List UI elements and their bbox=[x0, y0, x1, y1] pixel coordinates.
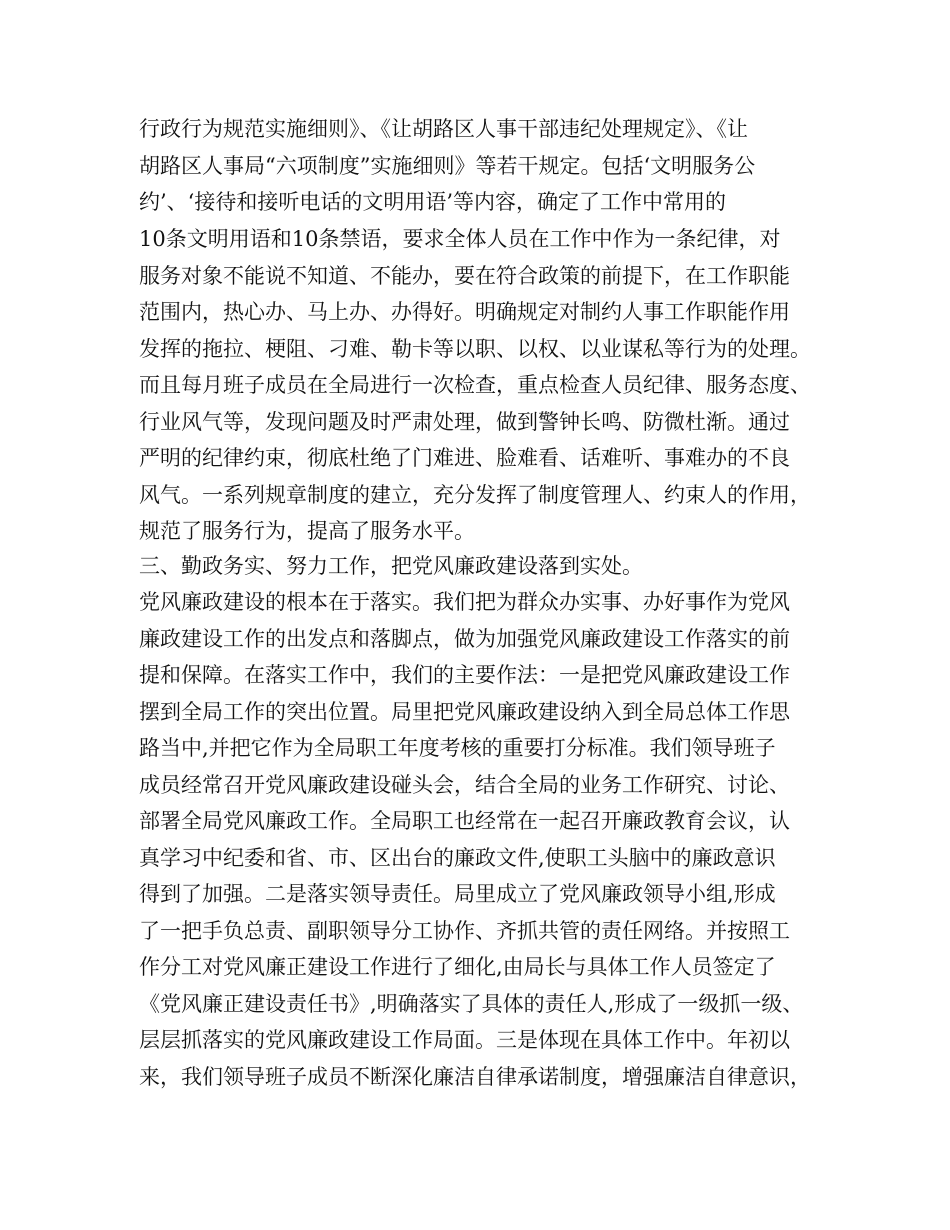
text-line: 规范了服务行为，提高了服务水平。 bbox=[139, 519, 475, 543]
text-line: 摆到全局工作的突出位置。局里把党风廉政建设纳入到全局总体工作思 bbox=[139, 700, 790, 724]
text-line: 而且每月班子成员在全局进行一次检查，重点检查人员纪律、服务态度、 bbox=[139, 373, 811, 397]
text-line: 得到了加强。二是落实领导责任。局里成立了党风廉政领导小组,形成 bbox=[139, 882, 776, 906]
text-line: 成员经常召开党风廉政建设碰头会，结合全局的业务工作研究、讨论、 bbox=[139, 773, 790, 797]
text-line: 真学习中纪委和省、市、区出台的廉政文件,使职工头脑中的廉政意识 bbox=[139, 846, 776, 870]
text-line: 路当中,并把它作为全局职工年度考核的重要打分标准。我们领导班子 bbox=[139, 736, 776, 760]
text-line: 风气。一系列规章制度的建立，充分发挥了制度管理人、约束人的作用， bbox=[139, 483, 811, 507]
text-line: 约’、‘接待和接听电话的文明用语’等内容，确定了工作中常用的 bbox=[139, 190, 727, 214]
text-line: 行业风气等，发现问题及时严肃处理，做到警钟长鸣、防微杜渐。通过 bbox=[139, 410, 790, 434]
text-line: 《党风廉正建设责任书》,明确落实了具体的责任人,形成了一级抓一级、 bbox=[139, 992, 804, 1016]
text-line: 发挥的拖拉、梗阻、刁难、勒卡等以职、以权、以业谋私等行为的处理。 bbox=[139, 337, 811, 361]
text-line: 10条文明用语和10条禁语，要求全体人员在工作中作为一条纪律，对 bbox=[139, 227, 781, 251]
text-line: 作分工对党风廉正建设工作进行了细化,由局长与具体工作人员签定了 bbox=[139, 955, 776, 979]
text-line: 提和保障。在落实工作中，我们的主要作法：一是把党风廉政建设工作 bbox=[139, 663, 790, 687]
text-line: 胡路区人事局“六项制度”实施细则》等若干规定。包括‘文明服务公 bbox=[139, 154, 756, 178]
text-line: 服务对象不能说不知道、不能办，要在符合政策的前提下，在工作职能 bbox=[139, 264, 790, 288]
text-line: 部署全局党风廉政工作。全局职工也经常在一起召开廉政教育会议，认 bbox=[139, 809, 790, 833]
text-line: 来，我们领导班子成员不断深化廉洁自律承诺制度，增强廉洁自律意识， bbox=[139, 1065, 811, 1089]
section-heading: 三、勤政务实、努力工作，把党风廉政建设落到实处。 bbox=[139, 554, 643, 578]
text-line: 行政行为规范实施细则》、《让胡路区人事干部违纪处理规定》、《让 bbox=[139, 117, 748, 141]
text-line: 廉政建设工作的出发点和落脚点，做为加强党风廉政建设工作落实的前 bbox=[139, 627, 790, 651]
text-line: 范围内，热心办、马上办、办得好。明确规定对制约人事工作职能作用 bbox=[139, 300, 790, 324]
text-line: 层层抓落实的党风廉政建设工作局面。三是体现在具体工作中。年初以 bbox=[139, 1028, 790, 1052]
text-line: 党风廉政建设的根本在于落实。我们把为群众办实事、办好事作为党风 bbox=[139, 590, 790, 614]
text-line: 严明的纪律约束，彻底杜绝了门难进、脸难看、话难听、事难办的不良 bbox=[139, 446, 790, 470]
text-line: 了一把手负总责、副职领导分工协作、齐抓共管的责任网络。并按照工 bbox=[139, 919, 790, 943]
